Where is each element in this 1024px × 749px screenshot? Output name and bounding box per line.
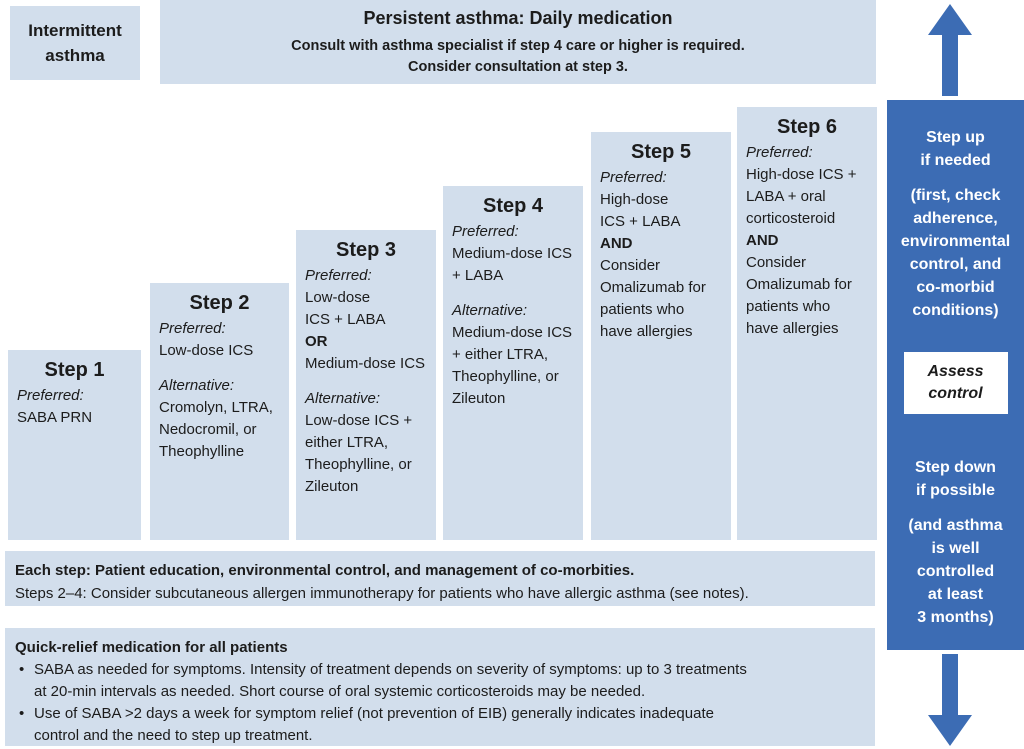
step-4-box: [443, 186, 583, 540]
step-1-box: [8, 350, 141, 540]
step-2-title: Step 2: [189, 292, 250, 314]
step-3-box: [296, 230, 436, 540]
header-subtitle: Consult with asthma specialist if step 4 care or higher is required. Consider consultation at step 3.: [291, 38, 745, 75]
step-6-content: Preferred: High-dose ICS + LABA + oral corticosteroid AND Consider Omalizumab for patients who have allergies: [746, 144, 857, 337]
step-down-arrow-icon: [922, 654, 978, 746]
step-6-title: Step 6: [776, 116, 838, 138]
header-title: Persistent asthma: Daily medication: [363, 8, 673, 28]
step-5-title: Step 5: [630, 141, 692, 163]
step-5-content: Preferred: High-dose ICS + LABA AND Consider Omalizumab for patients who have allergies: [600, 169, 706, 340]
step-1-content: Preferred: SABA PRN: [17, 387, 93, 426]
intermittent-asthma-box: Intermittent asthma: [10, 6, 140, 80]
assess-control-box: Assess control: [904, 352, 1008, 414]
persistent-asthma-header: [160, 0, 876, 84]
step-up-arrow-icon: [922, 4, 978, 96]
step-2-box: [150, 283, 289, 540]
step-down-text: Step down if possible (and asthma is well controlled at least 3 months): [908, 459, 1003, 626]
assess-control-panel: [887, 100, 1024, 650]
step-5-box: [591, 132, 731, 540]
step-4-title: Step 4: [482, 195, 544, 217]
step-6-box: [737, 107, 877, 540]
step-3-title: Step 3: [335, 239, 397, 261]
step-2-content: Preferred: Low-dose ICS Alternative: Cromolyn, LTRA, Nedocromil, or Theophylline: [159, 320, 273, 460]
each-step-note-band: Each step: Patient education, environmental control, and management of co-morbities. Steps 2–4: Consider subcutaneous allergen immunotherapy for patients who have allergic asthma (see notes).: [5, 551, 875, 606]
quick-relief-box: Quick-relief medication for all patients • SABA as needed for symptoms. Intensity of treatment depends on severity of symptoms: up to 3 treatments at 20-min intervals as needed. Short course of oral systemic corticosteroids may be needed. • Use of SABA >2 days a week for symptom relief (not prevention of EIB) generally indicates inadequate control and the need to step up treatment.: [5, 628, 875, 746]
step-1-title: Step 1: [44, 359, 105, 381]
step-3-content: Preferred: Low-dose ICS + LABA OR Medium-dose ICS Alternative: Low-dose ICS + either LTRA, Theophylline, or Zileuton: [305, 267, 426, 495]
step-up-text: Step up if needed (first, check adherence, environmental control, and co-morbid conditions): [900, 129, 1011, 319]
step-4-content: Preferred: Medium-dose ICS + LABA Alternative: Medium-dose ICS + either LTRA, Theophylline, or Zileuton: [452, 223, 573, 407]
